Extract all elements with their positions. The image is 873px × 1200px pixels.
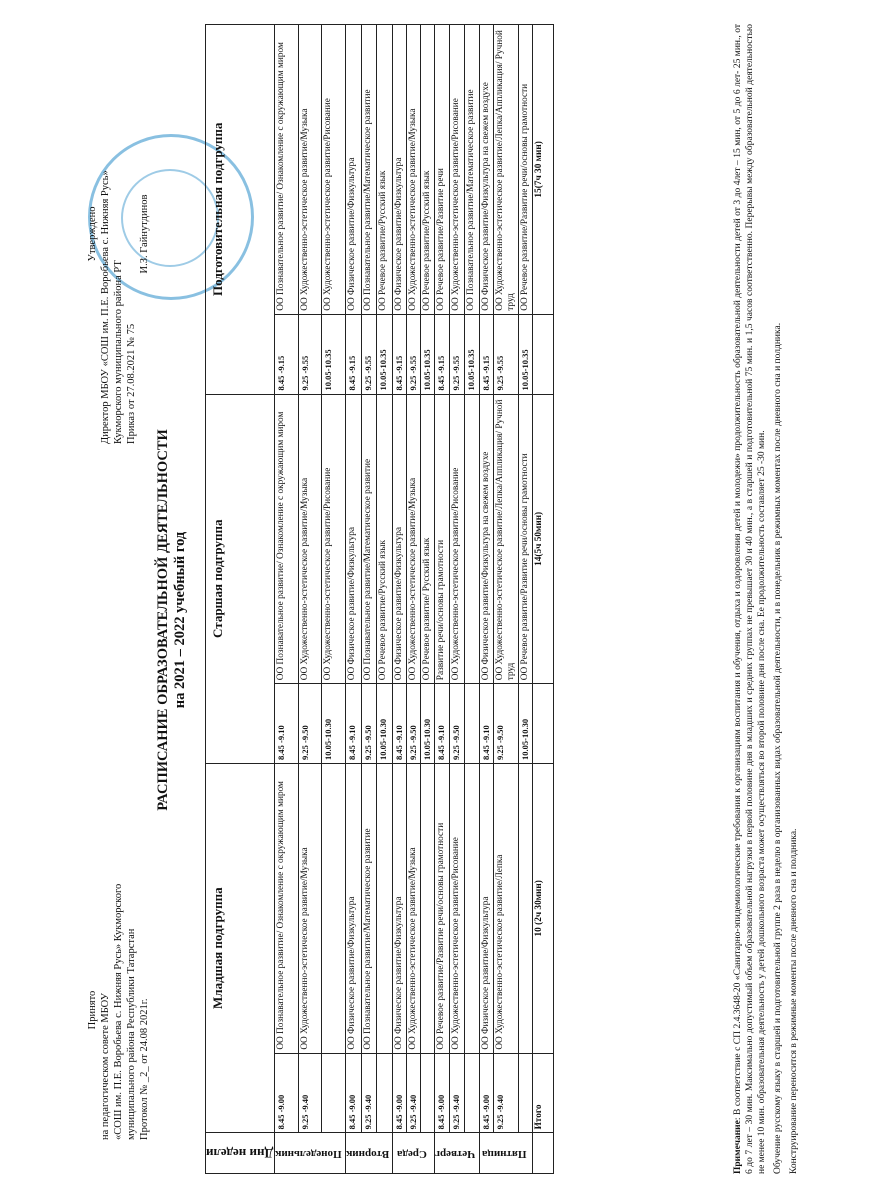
table-row (361, 25, 377, 1174)
junior-activity-cell (518, 763, 532, 1053)
totals-label: Итого (532, 1053, 553, 1133)
senior-time-cell (464, 684, 479, 764)
adoption-line: муниципального района Республики Татарстан (126, 928, 137, 1140)
approval-heading: Утверждено (87, 206, 98, 262)
senior-time-cell: 10.05-10.30 (322, 684, 346, 764)
approval-line: Директор МБОУ «СОШ им. П.Е. Воробьева с. Нижняя Русь» (100, 170, 111, 444)
table-row (377, 25, 393, 1174)
prep-time-cell: 10.05-10.35 (322, 314, 346, 394)
adoption-line: на педагогическом совете МБОУ (100, 992, 111, 1140)
junior-activity-cell (377, 763, 393, 1053)
day-cell: Четверг (435, 1133, 479, 1174)
schedule-body (275, 25, 553, 1174)
prep-time-cell: 8.45 -9.15 (435, 314, 450, 394)
senior-time-cell: 10.05-10.30 (518, 684, 532, 764)
senior-time-cell: 8.45 -9.10 (393, 684, 407, 764)
prep-time-cell: 9.25 -9.55 (407, 314, 421, 394)
prep-time-cell: 10.05-10.35 (464, 314, 479, 394)
junior-activity-cell: ОО Речевое развитие/Развитие речи/основы грамотности (435, 763, 450, 1053)
senior-activity-cell: ОО Речевое развитие/Русский язык (377, 394, 393, 684)
senior-activity-cell: ОО Художественно-эстетическое развитие/Рисование (322, 394, 346, 684)
junior-activity-cell: ОО Художественно-эстетическое развитие/Рисование (450, 763, 465, 1053)
senior-activity-cell: ОО Художественно-эстетическое развитие/Музыка (298, 394, 322, 684)
note-paragraph-3: Конструирование переносится в режимные моменты после дневного сна и полдника. (789, 828, 799, 1174)
schedule-table (205, 24, 554, 1174)
senior-activity-cell: ОО Речевое развитие/ Русский язык (421, 394, 435, 684)
prep-activity-cell: ОО Речевое развитие/Развитие речи/основы грамотности (518, 25, 532, 315)
prep-time-cell: 9.25 -9.55 (493, 314, 518, 394)
prep-activity-cell: ОО Речевое развитие/Развитие речи (435, 25, 450, 315)
prep-time-cell: 9.25 -9.55 (450, 314, 465, 394)
prep-activity-cell: ОО Художественно-эстетическое развитие/Музыка (407, 25, 421, 315)
junior-time-cell: 8.45 -9.00 (393, 1053, 407, 1133)
day-cell: Среда (393, 1133, 435, 1174)
totals-row (532, 25, 553, 1174)
note-label: Примечание (733, 1120, 743, 1174)
table-row (322, 25, 346, 1174)
table-row (275, 25, 299, 1174)
junior-activity-cell: ОО Художественно-эстетическое развитие/Лепка (493, 763, 518, 1053)
approval-line: Кукморского муниципального района РТ (113, 260, 124, 444)
senior-time-cell: 10.05-10.30 (377, 684, 393, 764)
prep-activity-cell: ОО Художественно-эстетическое развитие/Рисование (450, 25, 465, 315)
senior-activity-cell: ОО Художественно-эстетическое развитие/Музыка (407, 394, 421, 684)
prep-time-cell: 9.25 -9.55 (361, 314, 377, 394)
junior-activity-cell (421, 763, 435, 1053)
prep-time-cell: 8.45 -9.15 (275, 314, 299, 394)
senior-time-cell: 9.25 -9.50 (493, 684, 518, 764)
junior-time-cell: 9.25 -9.40 (450, 1053, 465, 1133)
prep-time-cell: 10.05-10.35 (421, 314, 435, 394)
junior-time-cell: 9.25 -9.40 (361, 1053, 377, 1133)
totals-spacer (532, 684, 553, 764)
senior-activity-cell: ОО Физическое развитие/Физкультура (393, 394, 407, 684)
title-line-1: РАСПИСАНИЕ ОБРАЗОВАТЕЛЬНОЙ ДЕЯТЕЛЬНОСТИ (155, 429, 171, 811)
junior-time-cell (464, 1053, 479, 1133)
junior-activity-cell (322, 763, 346, 1053)
totals-prep: 15(7ч 30 мин) (532, 25, 553, 315)
senior-activity-cell: ОО Художественно-эстетическое развитие/Лепка/Аппликация/ Ручной труд (493, 394, 518, 684)
senior-activity-cell: Развитие речи/основы грамотности (435, 394, 450, 684)
junior-activity-cell: ОО Познавательное развитие/ Ознакомление с окружающим миром (275, 763, 299, 1053)
adoption-line: «СОШ им. П.Е. Воробьева с. Нижняя Русь» Кукморского (113, 883, 124, 1140)
senior-time-cell: 9.25 -9.50 (407, 684, 421, 764)
totals-senior: 14(5ч 50мин) (532, 394, 553, 684)
senior-activity-cell: ОО Художественно-эстетическое развитие/Рисование (450, 394, 465, 684)
prep-time-cell: 10.05-10.35 (518, 314, 532, 394)
prep-activity-cell: ОО Речевое развитие/Русский язык (377, 25, 393, 315)
table-row (298, 25, 322, 1174)
senior-activity-cell: ОО Физическое развитие/Физкультура на свежем воздухе (479, 394, 493, 684)
senior-time-cell: 9.25 -9.50 (450, 684, 465, 764)
note-paragraph-1 (732, 24, 768, 1174)
junior-activity-cell: ОО Физическое развитие/Физкультура (393, 763, 407, 1053)
table-row (393, 25, 407, 1174)
senior-time-cell: 8.45 -9.10 (435, 684, 450, 764)
prep-time-cell: 8.45 -9.15 (346, 314, 362, 394)
table-row (479, 25, 493, 1174)
approval-order: Приказ от 27.08.2021 № 75 (126, 323, 137, 444)
junior-time-cell (322, 1053, 346, 1133)
junior-activity-cell: ОО Физическое развитие/Физкультура (346, 763, 362, 1053)
prep-activity-cell: ОО Физическое развитие/Физкультура (346, 25, 362, 315)
col-header-senior: Старшая подгруппа (206, 394, 275, 763)
senior-time-cell: 10.05-10.30 (421, 684, 435, 764)
prep-time-cell: 8.45 -9.15 (393, 314, 407, 394)
junior-time-cell (518, 1053, 532, 1133)
notes-section (732, 24, 804, 1174)
table-row (435, 25, 450, 1174)
senior-activity-cell: ОО Речевое развитие/Развитие речи/основы грамотности (518, 394, 532, 684)
prep-activity-cell: ОО Познавательное развитие/Математическое развитие (361, 25, 377, 315)
junior-activity-cell (464, 763, 479, 1053)
totals-spacer (532, 1133, 553, 1174)
table-row (464, 25, 479, 1174)
prep-time-cell: 9.25 -9.55 (298, 314, 322, 394)
junior-time-cell: 8.45 -9.00 (275, 1053, 299, 1133)
prep-activity-cell: ОО Художественно-эстетическое развитие/Лепка/Аппликация/ Ручной труд (493, 25, 518, 315)
prep-activity-cell: ОО Художественно-эстетическое развитие/Музыка (298, 25, 322, 315)
prep-activity-cell: ОО Познавательное развитие/ Ознакомление с окружающим миром (275, 25, 299, 315)
junior-activity-cell: ОО Познавательное развитие/Математическое развитие (361, 763, 377, 1053)
senior-time-cell: 9.25 -9.50 (298, 684, 322, 764)
junior-time-cell (421, 1053, 435, 1133)
table-header-row (206, 25, 275, 1174)
junior-time-cell: 9.25 -9.40 (298, 1053, 322, 1133)
senior-activity-cell: ОО Познавательное развитие/ Ознакомление с окружающим миром (275, 394, 299, 684)
col-header-junior: Младшая подгруппа (206, 763, 275, 1132)
junior-time-cell: 8.45 -9.00 (479, 1053, 493, 1133)
junior-activity-cell: ОО Физическое развитие/Физкультура (479, 763, 493, 1053)
prep-activity-cell: ОО Физическое развитие/Физкультура (393, 25, 407, 315)
approval-signatory: И.З. Гайнутдинов (139, 194, 150, 274)
senior-activity-cell (464, 394, 479, 684)
totals-spacer (532, 314, 553, 394)
prep-activity-cell: ОО Речевое развитие/Русский язык (421, 25, 435, 315)
table-row (346, 25, 362, 1174)
prep-activity-cell: ОО Физическое развитие/Физкультура на свежем воздухе (479, 25, 493, 315)
day-cell: Вторник (346, 1133, 393, 1174)
col-header-day: Дни недели (206, 1133, 275, 1174)
junior-time-cell (377, 1053, 393, 1133)
prep-time-cell: 8.45 -9.15 (479, 314, 493, 394)
prep-activity-cell: ОО Художественно-эстетическое развитие/Рисование (322, 25, 346, 315)
senior-time-cell: 8.45 -9.10 (275, 684, 299, 764)
senior-time-cell: 8.45 -9.10 (479, 684, 493, 764)
col-header-prep: Подготовительная подгруппа (206, 25, 275, 395)
prep-time-cell: 10.05-10.35 (377, 314, 393, 394)
junior-activity-cell: ОО Художественно-эстетическое развитие/Музыка (407, 763, 421, 1053)
note-paragraph-2: Обучение русскому языку в старшей и подготовительной группе 2 раза в неделю в организованных видах образовательной деятельности, и в понедельник в режимных моментах после дневного сна и полдника. (773, 322, 783, 1174)
junior-time-cell: 8.45 -9.00 (346, 1053, 362, 1133)
prep-activity-cell: ОО Познавательное развитие/Математическое развитие (464, 25, 479, 315)
junior-time-cell: 9.25 -9.40 (493, 1053, 518, 1133)
title-line-2: на 2021 – 2022 учебный год (172, 531, 188, 709)
table-row (518, 25, 532, 1174)
junior-time-cell: 9.25 -9.40 (407, 1053, 421, 1133)
junior-activity-cell: ОО Художественно-эстетическое развитие/Музыка (298, 763, 322, 1053)
table-row (407, 25, 421, 1174)
table-row (493, 25, 518, 1174)
adoption-block (86, 880, 151, 1140)
senior-time-cell: 9.25 -9.50 (361, 684, 377, 764)
note-text: : В соответствие с СП 2.4.3648-20 «Санитарно-эпидемиологические требования к организациям воспитания и обучения, отдыха и оздоровления детей и молодежи» продолжительность образовательной деятельности детей от 3 до 4лет – 15 мин, от 5 до 6 лет- 25 мин., от 6 до 7 лет – 30 мин. Максимально допустимый объем образовательной нагрузки в первой половине дня в младших и средних группах не превышает 30 и 40 мин., а в старшей и подготовительной 75 мин. и 1,5 часов соответственно. Перерывы между образовательной деятельностью не менее 10 мин. образовательная деятельность у детей дошкольного возраста может осуществляться во второй половине дня после сна. Ее продолжительность составляет 25 -30 мин. (733, 24, 767, 1174)
senior-activity-cell: ОО Познавательное развитие/Математическое развитие (361, 394, 377, 684)
table-row (421, 25, 435, 1174)
totals-junior: 10 (2ч 30мин) (532, 763, 553, 1053)
day-cell: Пятница (479, 1133, 532, 1174)
senior-time-cell: 8.45 -9.10 (346, 684, 362, 764)
document-title (155, 340, 189, 900)
adoption-protocol: Протокол № _2_ от 24.08 2021г. (139, 998, 150, 1140)
senior-activity-cell: ОО Физическое развитие/Физкультура (346, 394, 362, 684)
day-cell: Понедельник (275, 1133, 346, 1174)
table-row (450, 25, 465, 1174)
junior-time-cell: 8.45 -9.00 (435, 1053, 450, 1133)
approval-block (86, 24, 151, 444)
adoption-heading: Принято (87, 990, 98, 1030)
